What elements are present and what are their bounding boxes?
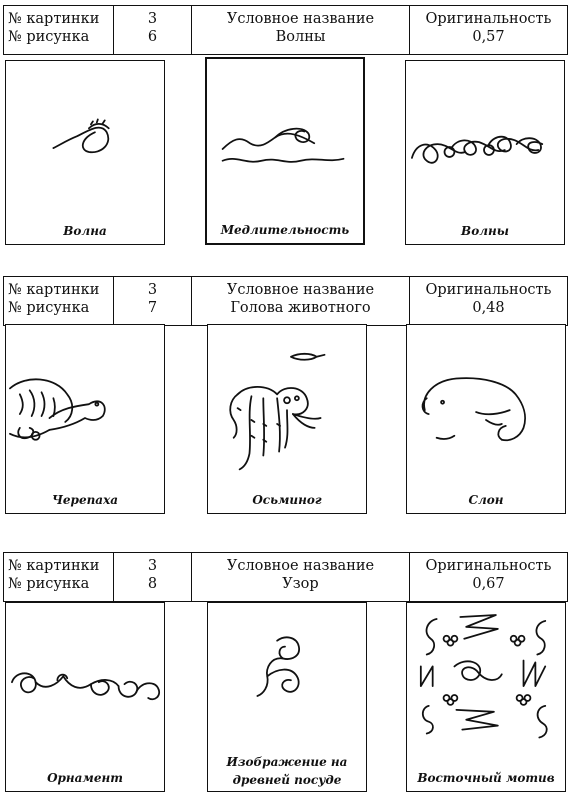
picture-number: 3: [147, 282, 158, 298]
picture-number-label: № картинки: [8, 11, 100, 27]
drawing-frame-3: [406, 324, 566, 514]
drawing-number-label: № рисунка: [8, 29, 90, 45]
picture-number: 3: [147, 558, 158, 574]
drawing-caption: Волна: [63, 224, 107, 238]
originality-cell: [410, 553, 567, 601]
drawing-frame-2: [207, 324, 367, 514]
drawing-caption: Волны: [461, 224, 509, 238]
name-label: Условное название: [226, 282, 375, 298]
drawing-block-3: [0, 552, 571, 794]
name-value: Голова животного: [230, 300, 371, 316]
name-label: Условное название: [226, 558, 375, 574]
drawing-caption: Орнамент: [47, 771, 123, 785]
ornament-drawing-icon: [6, 603, 164, 791]
picture-number-label: № картинки: [8, 282, 100, 298]
name-label: Условное название: [226, 11, 375, 27]
oriental-motif-drawing-icon: [407, 603, 565, 791]
number-cell: [113, 553, 192, 601]
drawing-frame-3: [405, 60, 565, 245]
drawing-block-1: [0, 5, 571, 245]
label-cell: [4, 553, 113, 601]
name-value: Волны: [275, 29, 326, 45]
drawing-caption: Слон: [468, 493, 504, 507]
number-cell: [113, 277, 192, 325]
info-table: [3, 276, 568, 326]
drawing-caption: Медлительность: [220, 223, 350, 237]
label-cell: [4, 6, 113, 54]
drawing-block-2: [0, 276, 571, 516]
drawing-caption: Изображение на: [226, 755, 348, 769]
originality-label: Оригинальность: [425, 11, 552, 27]
name-cell: [192, 553, 410, 601]
name-value: Узор: [282, 576, 319, 592]
octopus-drawing-icon: [208, 325, 366, 513]
originality-value: 0,48: [472, 300, 505, 316]
slow-wave-drawing-icon: [207, 59, 363, 243]
originality-label: Оригинальность: [425, 282, 552, 298]
originality-cell: [410, 277, 567, 325]
name-cell: [192, 277, 410, 325]
drawing-number: 7: [147, 300, 158, 316]
waves-drawing-icon: [406, 61, 564, 244]
drawing-number: 6: [147, 29, 158, 45]
originality-label: Оригинальность: [425, 558, 552, 574]
drawing-number: 8: [147, 576, 158, 592]
originality-value: 0,57: [472, 29, 505, 45]
drawing-frame-2: [205, 57, 365, 245]
picture-number-label: № картинки: [8, 558, 100, 574]
drawing-frame-1: [5, 324, 165, 514]
drawing-number-label: № рисунка: [8, 576, 90, 592]
drawing-number-label: № рисунка: [8, 300, 90, 316]
originality-value: 0,67: [472, 576, 505, 592]
drawing-frame-3: [406, 602, 566, 792]
drawing-frame-2: [207, 602, 367, 792]
originality-cell: [410, 6, 567, 54]
label-cell: [4, 277, 113, 325]
drawing-frame-1: [5, 602, 165, 792]
number-cell: [113, 6, 192, 54]
info-table: [3, 552, 568, 602]
drawing-caption: Черепаха: [51, 493, 119, 507]
info-table: [3, 5, 568, 55]
drawing-caption-line-2: древней посуде: [232, 773, 342, 787]
wave-drawing-icon: [6, 61, 164, 244]
drawing-caption: Осьминог: [252, 493, 322, 507]
drawing-frame-1: [5, 60, 165, 245]
turtle-drawing-icon: [6, 325, 164, 513]
drawing-caption: Восточный мотив: [417, 771, 555, 785]
name-cell: [192, 6, 410, 54]
elephant-drawing-icon: [407, 325, 565, 513]
picture-number: 3: [147, 11, 158, 27]
